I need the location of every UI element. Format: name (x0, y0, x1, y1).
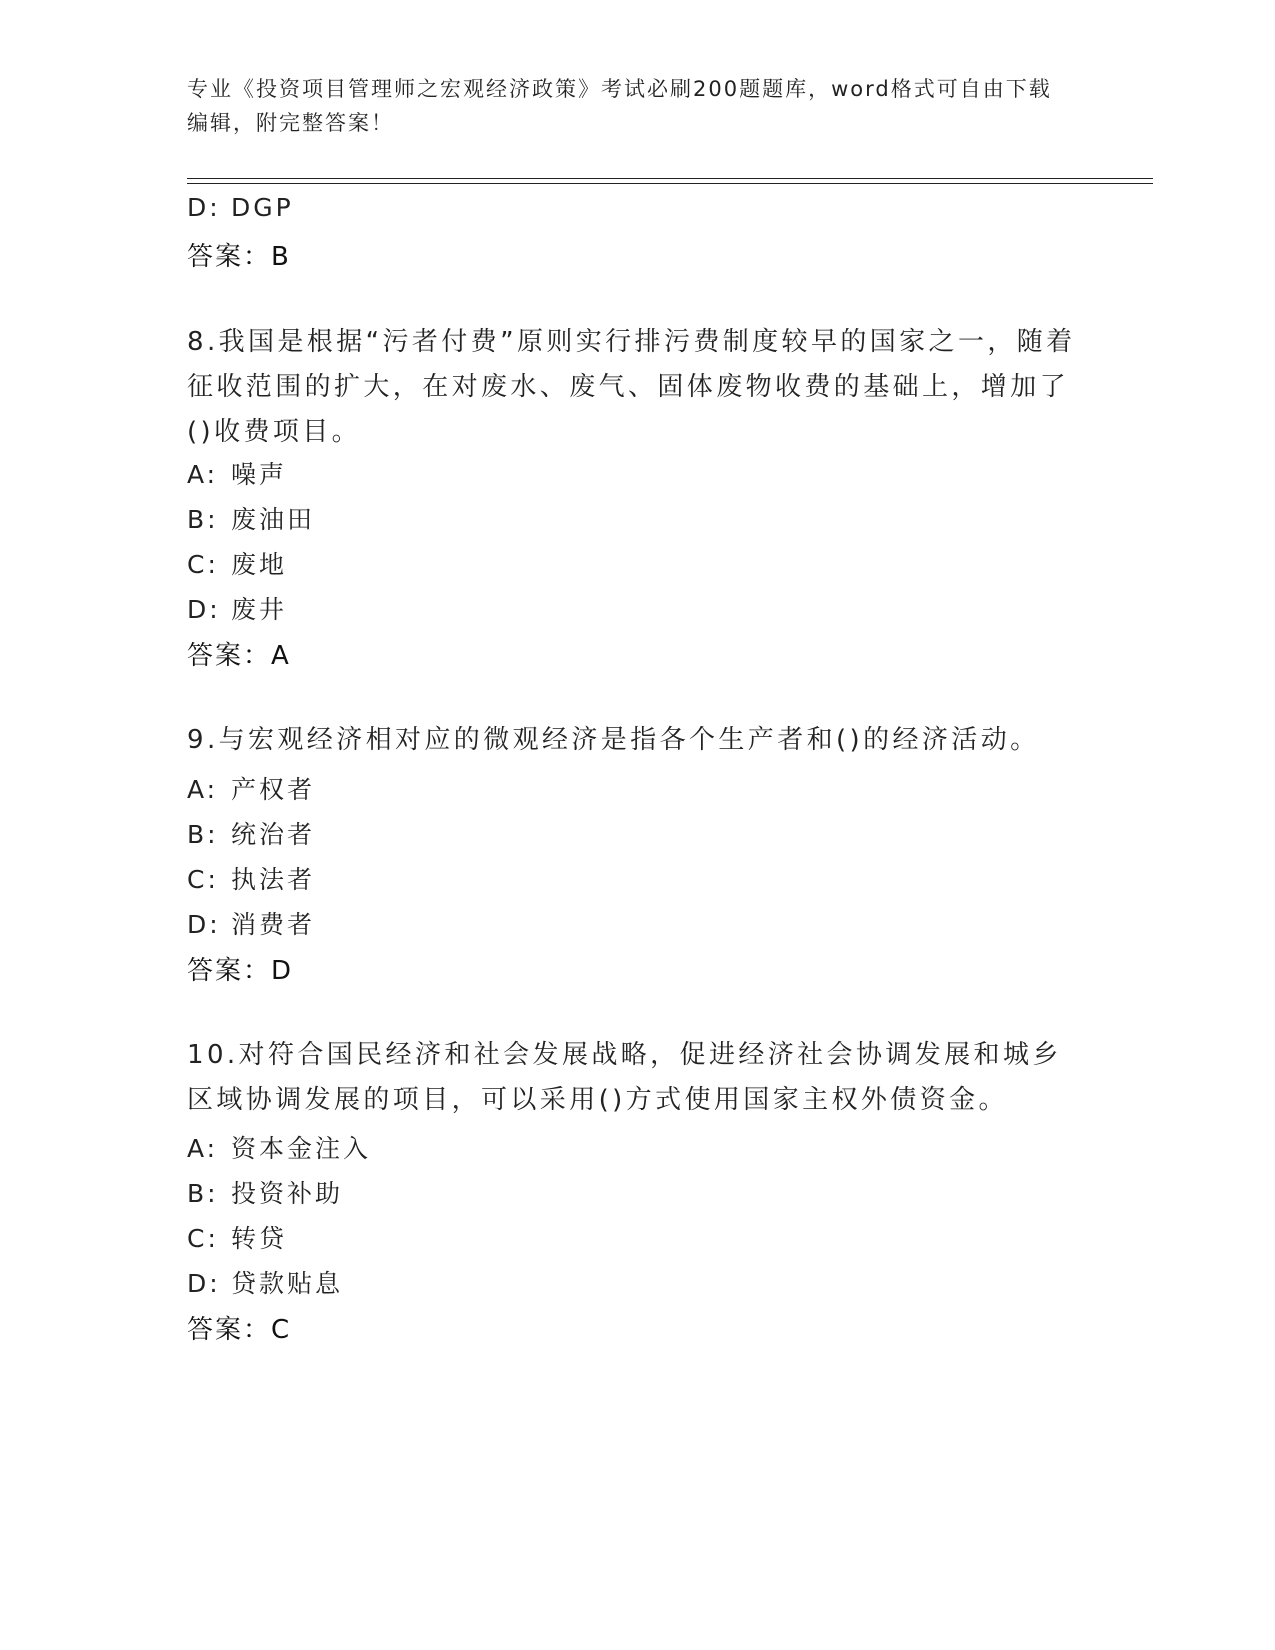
option-key: C: (187, 1224, 219, 1253)
option-key: D: (187, 910, 221, 939)
option-key: A: (187, 460, 219, 489)
question-9-answer: 答案：D (187, 956, 294, 986)
option-text: 投资补助 (231, 1179, 344, 1208)
option-text: 转贷 (231, 1224, 288, 1253)
option-key: D: (187, 595, 221, 624)
question-9-option-d (187, 905, 315, 941)
option-key: C: (187, 550, 219, 579)
question-8-option-b (187, 500, 315, 536)
option-text: 废井 (231, 595, 288, 624)
option-text: 废油田 (231, 505, 316, 534)
question-10-stem: 10.对符合国民经济和社会发展战略，促进经济社会协调发展和城乡区域协调发展的项目，可以采用()方式使用国家主权外债资金。 (187, 1040, 1062, 1115)
question-8-option-a (187, 455, 287, 491)
option-text: 执法者 (231, 865, 316, 894)
question-9-option-a (187, 770, 315, 806)
option-key: B: (187, 820, 219, 849)
option-text: DGP (231, 193, 294, 222)
header-divider-bottom (187, 183, 1153, 184)
option-key: B: (187, 1179, 219, 1208)
prev-option-d (187, 193, 294, 222)
question-8-option-d (187, 590, 287, 626)
question-10-option-d (187, 1264, 343, 1300)
question-8-stem: 8.我国是根据“污者付费”原则实行排污费制度较早的国家之一，随着征收范围的扩大，在对废水、废气、固体废物收费的基础上，增加了()收费项目。 (187, 327, 1076, 447)
option-text: 产权者 (231, 775, 316, 804)
option-text: 贷款贴息 (231, 1269, 344, 1298)
option-key: D: (187, 193, 221, 222)
option-key: A: (187, 775, 219, 804)
document-header: 专业《投资项目管理师之宏观经济政策》考试必刷200题题库，word格式可自由下载编辑，附完整答案！ (187, 77, 1052, 135)
option-key: D: (187, 1269, 221, 1298)
option-text: 消费者 (231, 910, 316, 939)
option-text: 统治者 (231, 820, 316, 849)
question-9-stem: 9.与宏观经济相对应的微观经济是指各个生产者和()的经济活动。 (187, 725, 1040, 755)
question-9-option-b (187, 815, 315, 851)
option-text: 废地 (231, 550, 288, 579)
option-text: 资本金注入 (231, 1134, 372, 1163)
question-10-answer: 答案：C (187, 1315, 292, 1345)
option-key: A: (187, 1134, 219, 1163)
option-text: 噪声 (231, 460, 288, 489)
question-10-option-a (187, 1129, 371, 1165)
question-9-option-c (187, 860, 315, 896)
header-divider-top (187, 178, 1153, 179)
question-10-option-b (187, 1174, 343, 1210)
question-10-option-c (187, 1219, 287, 1255)
prev-answer: 答案：B (187, 242, 291, 272)
option-key: B: (187, 505, 219, 534)
option-key: C: (187, 865, 219, 894)
question-8-answer: 答案：A (187, 641, 291, 671)
question-8-option-c (187, 545, 287, 581)
